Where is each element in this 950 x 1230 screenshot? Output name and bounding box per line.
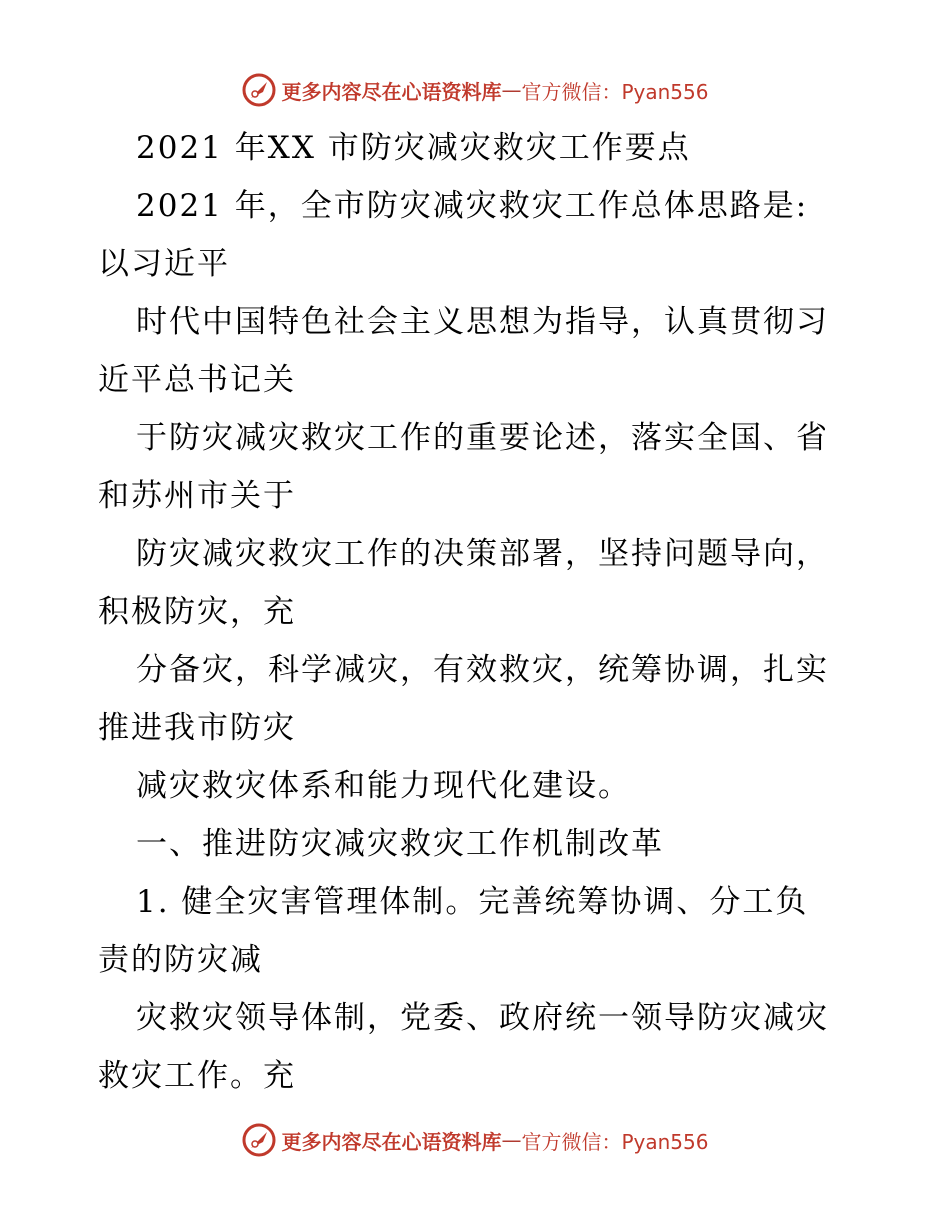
paragraph-line: 1. 健全灾害管理体制。完善统筹协调、分工负 bbox=[136, 884, 809, 920]
watermark-contact: 官方微信：Pyan556 bbox=[521, 1129, 709, 1154]
watermark-banner-top bbox=[0, 70, 950, 110]
paragraph-line: 近平总书记关 bbox=[98, 362, 296, 398]
quill-logo-icon bbox=[241, 1122, 277, 1158]
watermark-text: 更多内容尽在心语资料库 bbox=[281, 79, 502, 104]
section-heading: 一、推进防灾减灾救灾工作机制改革 bbox=[136, 826, 664, 862]
paragraph-line: 于防灾减灾救灾工作的重要论述，落实全国、省 bbox=[136, 420, 829, 456]
watermark-dash: — bbox=[501, 78, 522, 102]
paragraph-line: 积极防灾，充 bbox=[98, 594, 296, 630]
paragraph-line: 防灾减灾救灾工作的决策部署，坚持问题导向， bbox=[136, 536, 829, 572]
paragraph-line: 2021 年，全市防灾减灾救灾工作总体思路是: bbox=[136, 188, 809, 224]
paragraph-line: 时代中国特色社会主义思想为指导，认真贯彻习 bbox=[136, 304, 829, 340]
paragraph-line: 减灾救灾体系和能力现代化建设。 bbox=[136, 768, 631, 804]
watermark-banner-bottom bbox=[0, 1120, 950, 1160]
paragraph-line: 分备灾，科学减灾，有效救灾，统筹协调，扎实 bbox=[136, 652, 829, 688]
watermark-text: 更多内容尽在心语资料库 bbox=[281, 1129, 502, 1154]
paragraph-line: 推进我市防灾 bbox=[98, 710, 296, 746]
paragraph-line: 责的防灾减 bbox=[98, 942, 263, 978]
watermark-dash: — bbox=[501, 1128, 522, 1152]
paragraph-line: 灾救灾领导体制，党委、政府统一领导防灾减灾 bbox=[136, 1000, 829, 1036]
watermark-contact: 官方微信：Pyan556 bbox=[521, 79, 709, 104]
quill-logo-icon bbox=[241, 72, 277, 108]
paragraph-line: 和苏州市关于 bbox=[98, 478, 296, 514]
document-title: 2021 年XX 市防灾减灾救灾工作要点 bbox=[136, 130, 691, 166]
paragraph-line: 救灾工作。充 bbox=[98, 1058, 296, 1094]
paragraph-line: 以习近平 bbox=[98, 246, 230, 282]
